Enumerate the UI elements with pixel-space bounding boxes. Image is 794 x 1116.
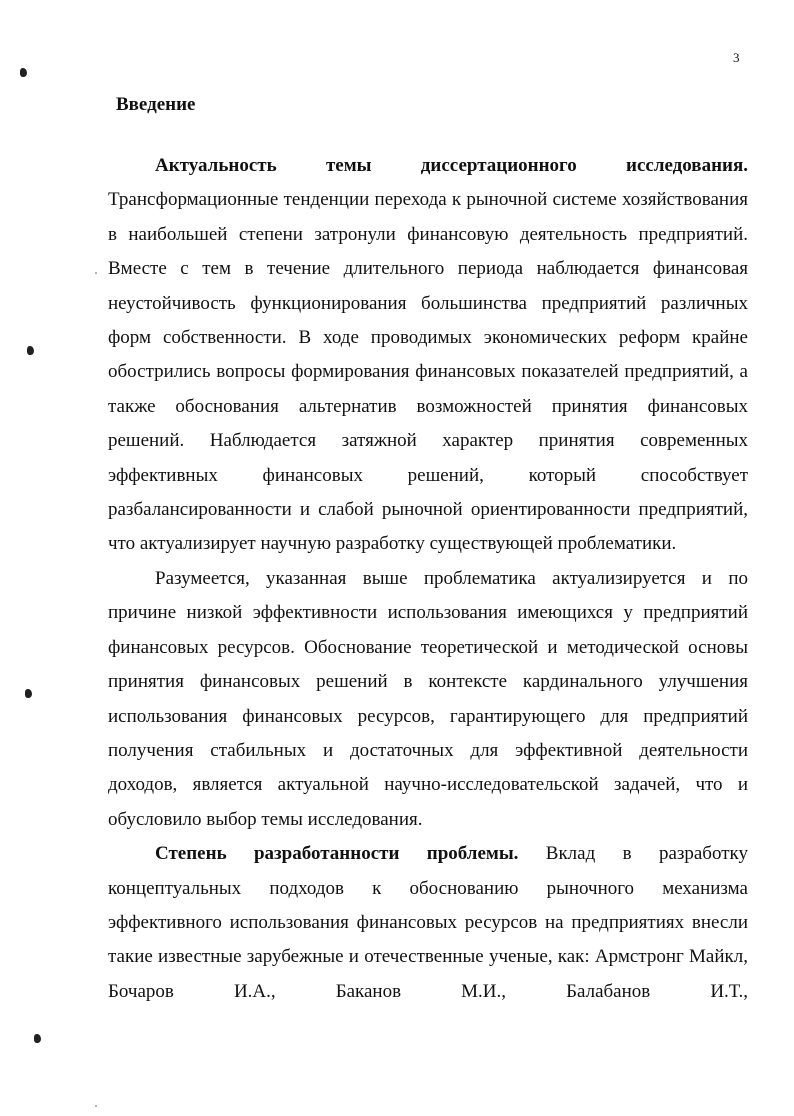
paragraph-problem-context: Разумеется, указанная выше проблематика актуализируется и по причине низкой эффективности использования имеющихся у предприятий финансовых ресурсов. Обоснование теоретической и методической основы принятия финансовых решений в контексте кардинального улучшения использования финансовых ресурсов, гарантирующего для предприятий получения стабильных и достаточных для эффективной деятельности доходов, является актуальной научно-исследовательской задачей, что и обусловило выбор темы исследования. xyxy=(108,567,748,830)
body-text xyxy=(108,149,748,1009)
paragraph-lead-degree: Степень разработанности проблемы. xyxy=(155,843,519,865)
page-number: 3 xyxy=(733,50,740,65)
scan-speck xyxy=(95,1105,97,1107)
paragraph-relevance xyxy=(108,149,748,562)
heading-introduction: Введение xyxy=(116,94,196,115)
scan-speck xyxy=(95,272,97,274)
scan-mark xyxy=(25,689,32,698)
paragraph-text-degree: Вклад в разработку концептуальных подходов к обоснованию рыночного механизма эффективного использования финансовых ресурсов на предприятиях внесли такие известные зарубежные и отечественные ученые, как: Армстронг Майкл, Бочаров И.А., Баканов М.И., Балабанов И.Т., xyxy=(108,843,748,1002)
paragraph-degree-of-development xyxy=(108,837,748,1009)
paragraph-text-relevance: Трансформационные тенденции перехода к рыночной системе хозяйствования в наибольшей степени затронули финансовую деятельность предприятий. Вместе с тем в течение длительного периода наблюдается финансовая неустойчивость функционирования большинства предприятий различных форм собственности. В ходе проводимых экономических реформ крайне обострились вопросы формирования финансовых показателей предприятий, а также обоснования альтернатив возможностей принятия финансовых решений. Наблюдается затяжной характер принятия современных эффективных финансовых решений, который способствует разбалансированности и слабой рыночной ориентированности предприятий, что актуализирует научную разработку существующей проблематики. xyxy=(108,189,748,555)
scan-mark xyxy=(34,1034,41,1043)
scan-mark xyxy=(27,346,34,355)
paragraph-lead-relevance: Актуальность темы диссертационного исследования. xyxy=(155,155,748,176)
scan-mark xyxy=(20,68,27,77)
